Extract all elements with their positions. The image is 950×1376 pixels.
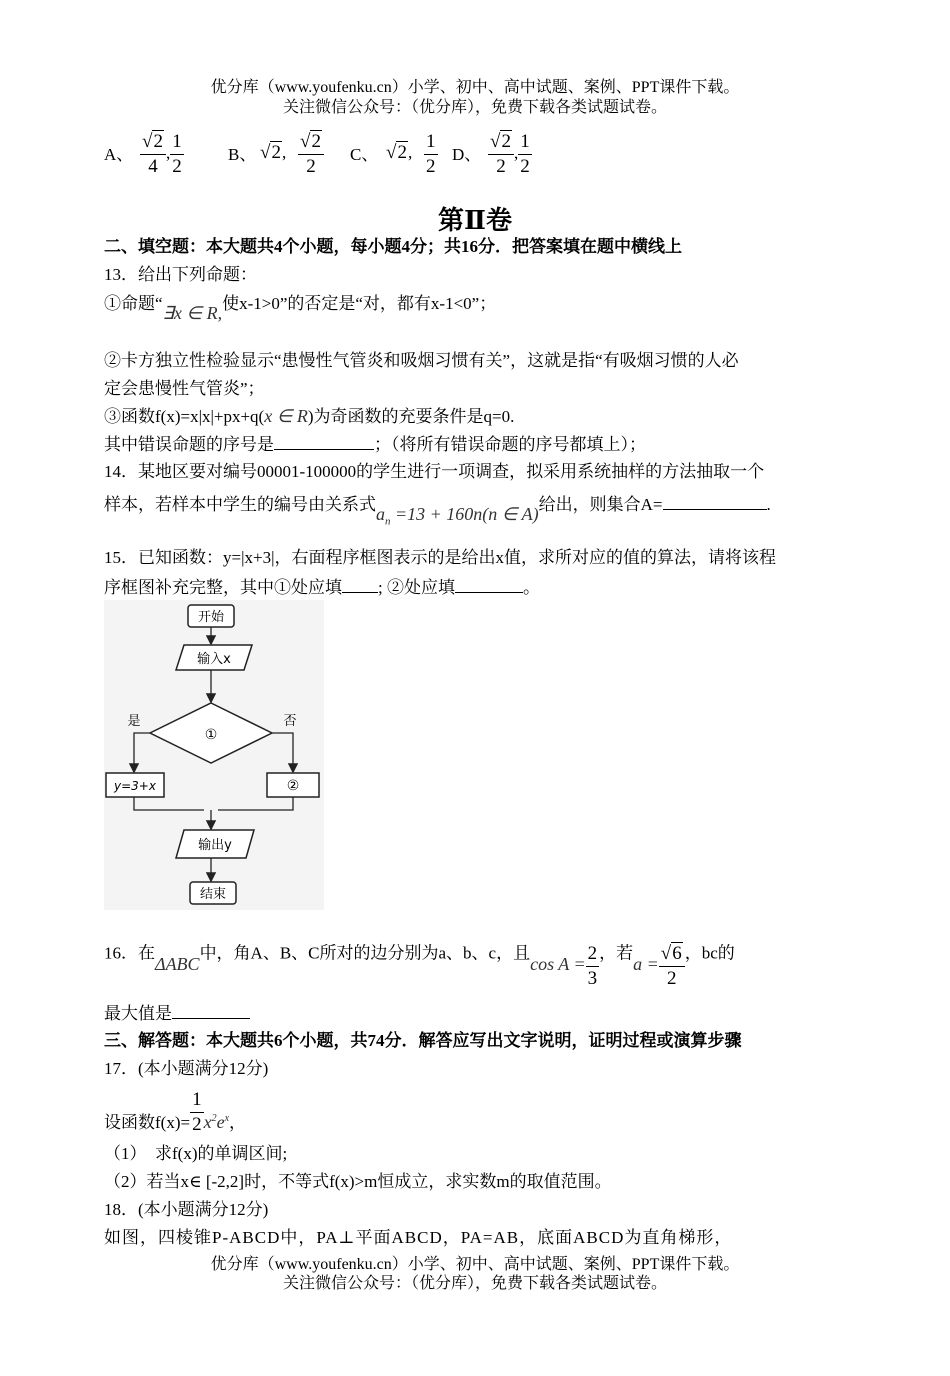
- q13-p3: ③函数f(x)=x|x|+px+q(x ∈ R)为奇函数的充要条件是q=0.: [104, 406, 515, 426]
- flow-yes-box-label: y=3+x: [114, 779, 156, 793]
- q17-part2: （2）若当x∈ [-2,2]时，不等式f(x)>m恒成立，求实数m的取值范围。: [104, 1172, 612, 1191]
- part2-title: 第Ⅱ卷: [438, 206, 512, 235]
- q13-p1: ①命题“∃x ∈ R,使x-1>0”的否定是“对，都有x-1<0”；: [104, 294, 497, 323]
- flow-output-label: 输出y: [198, 838, 232, 853]
- flow-input-label: 输入x: [197, 652, 231, 667]
- q14-line1: 14．某地区要对编号00001-100000的学生进行一项调查，拟采用系统抽样的方法抽取一个: [104, 462, 765, 481]
- q18-line1: 如图，四棱锥P-ABCD中，PA⊥平面ABCD，PA=AB，底面ABCD为直角梯形，: [104, 1228, 733, 1247]
- q13-answer-blank: [274, 433, 374, 450]
- q15-blank-2: [455, 576, 523, 593]
- q17-title: 17．(本小题满分12分): [104, 1059, 269, 1078]
- footer-line-2: 关注微信公众号：（优分库），免费下载各类试题试卷。: [282, 1275, 667, 1292]
- q13-p2-line1: ②卡方独立性检验显示“患慢性气管炎和吸烟习惯有关”，这就是指“有吸烟习惯的人必: [104, 351, 739, 370]
- q16-line2: 最大值是: [104, 1002, 250, 1025]
- q15-line1: 15．已知函数：y=|x+3|，右面程序框图表示的是给出x值，求所对应的值的算法，请将该程: [104, 548, 776, 567]
- flow-no-box-label: ②: [286, 778, 300, 794]
- section3-heading: 三、解答题：本大题共6个小题，共74分．解答应写出文字说明，证明过程或演算步骤: [104, 1031, 742, 1050]
- q16-answer-blank: [172, 1002, 250, 1019]
- footer-line-1: 优分库（www.youfenku.cn）小学、初中、高中试题、案例、PPT课件下载。: [210, 1256, 740, 1273]
- q18-title: 18．(本小题满分12分): [104, 1200, 269, 1219]
- q13-p2-line2: 定会患慢性气管炎”；: [104, 379, 265, 398]
- flow-start-label: 开始: [197, 610, 225, 625]
- q14-answer-blank: [663, 493, 767, 510]
- q17-function: 设函数f(x)= $\frac{1}{2}$ $x^2e^x$，: [104, 1089, 247, 1135]
- q16-line1: 16．在ΔABC中，角A、B、C所对的边分别为a、b、c，且cos A = $\frac{2}{3}$ ，若a = $\frac{√6}{2}$ ，bc的: [104, 943, 735, 989]
- q15-blank-1: [342, 576, 378, 593]
- header-line-2: 关注微信公众号：（优分库），免费下载各类试题试卷。: [282, 99, 667, 116]
- q15-line2: 序框图补充完整，其中①处应填 ; ②处应填 。: [104, 578, 540, 597]
- header-line-1: 优分库（www.youfenku.cn）小学、初中、高中试题、案例、PPT课件下载。: [210, 79, 740, 96]
- flow-decision-label: ①: [204, 727, 218, 743]
- section2-heading: 二、填空题：本大题共4个小题，每小题4分；共16分．把答案填在题中横线上: [104, 237, 682, 256]
- flowchart: [104, 600, 324, 910]
- q13-ask: 其中错误命题的序号是 ；（将所有错误命题的序号都填上）；: [104, 435, 646, 454]
- flow-yes-label: 是: [127, 714, 141, 729]
- flow-end-label: 结束: [199, 887, 227, 902]
- q13-stem: 13．给出下列命题：: [104, 265, 257, 284]
- flow-no-label: 否: [283, 714, 297, 729]
- q17-part1: （1） 求f(x)的单调区间;: [104, 1144, 288, 1163]
- q14-line2: 样本，若样本中学生的编号由关系式$a_n =13 + 160n(n$ ∈ A)给出，则集合A= .: [104, 495, 771, 528]
